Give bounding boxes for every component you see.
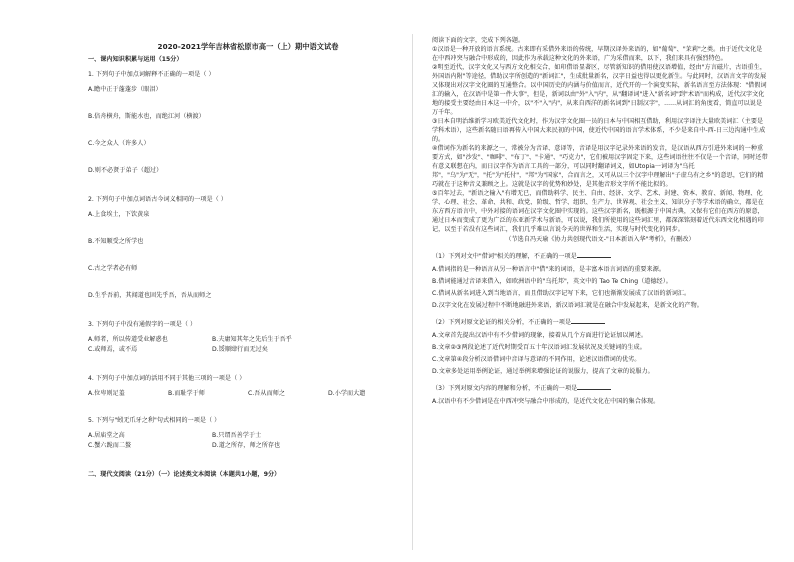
question-3-option-c: C.或师焉，或不焉 bbox=[88, 346, 138, 353]
reading-intro: 阅读下面的文字，完成下列各题。 bbox=[432, 37, 525, 44]
question-1-stem: 1. 下列句子中加点词解释不正确的一项是（ ） bbox=[88, 71, 215, 78]
question-2-option-c: C.古之学者必有师 bbox=[88, 265, 138, 272]
answer-blank[interactable] bbox=[577, 382, 611, 390]
reading-question-2-option-d: D.文章多处运用举例论证，通过举例来增强论证的说服力，提高了文章的说服力。 bbox=[432, 368, 654, 375]
reading-source: （节选自冯天瑜《协力共创现代语文-"日本新语入华"考析》，有删改） bbox=[505, 236, 695, 243]
question-3-option-b: B.夫庸知其年之先后生于吾乎 bbox=[212, 336, 292, 343]
column-divider bbox=[412, 34, 413, 550]
question-5-option-c: C.蟹六跪而二螯 bbox=[88, 442, 132, 449]
question-4-stem: 4. 下列句子中加点词的活用不同于其他三项的一项是（ ） bbox=[88, 375, 246, 382]
reading-question-1-option-b: B.借词能通过音译来借入，如欧洲语中的"乌托邦"，英文中的 Tao Te Ching（道德经）。 bbox=[432, 278, 672, 285]
question-4-option-d: D.小学而大遗 bbox=[328, 390, 366, 397]
question-5-option-d: D.道之所存，师之所存也 bbox=[212, 442, 281, 449]
question-4-option-b: B.而耻学于师 bbox=[168, 390, 205, 397]
question-2-stem: 2. 下列句子中加点词语古今词义相同的一项是（ ） bbox=[88, 196, 227, 203]
question-1-option-a: A.瞻中正于蓬蓬步（眼泪） bbox=[88, 86, 162, 93]
reading-question-2-stem bbox=[432, 316, 768, 327]
question-1-option-c: C.今之众人（许多人） bbox=[88, 140, 150, 147]
reading-question-3-text: （3）下列对原文内容的理解和分析，不正确的一项是 bbox=[432, 385, 578, 392]
question-4-option-c: C.吾从而师之 bbox=[248, 390, 286, 397]
reading-paragraph-5: ⑤百年过去，"新语之输入"有增无已，而借助料学、民主、自由、经济、文学、艺术、封建、资本、教育、新闻、物理、化学、心理、社会、革命、共和、政党、阶级、哲学、组织、生产力、世界观、社会主义、知识分子等学术语的确立，都是在东方西方语言中，中外对接的语词在汉字文化圈中实现的。这些汉字新名，既根源于中国古典，又保有它们在西方的原意，通过日本而变成了更为广泛的东亚新学术与新语，可以说，我们所使用的这些词汇里，都深深铭刻着近代东西文化相遇的印记，以至于若没有这些词汇，我们几乎难以言说今天的世界和生活，实现与时代变化的同步。 bbox=[432, 190, 764, 233]
reading-question-1-option-a: A.借词指的是一种语言从另一种语言中"借"来的词语，是丰富本语言词语的重要来源。 bbox=[432, 266, 665, 273]
right-column bbox=[432, 36, 768, 409]
question-5-option-b: B.只谓吾善学于士 bbox=[212, 432, 262, 439]
reading-question-2-option-b: B.文章②③两段论述了近代时期受百五十年汉语词汇发展状况及关键词的生成。 bbox=[432, 344, 646, 351]
reading-question-2-text: （2）下列对原文论证的相关分析，不正确的一项是 bbox=[432, 319, 572, 326]
question-2-option-d: D.生乎吾前，其闻道也固先乎吾，吾从而师之 bbox=[88, 292, 212, 299]
answer-blank[interactable] bbox=[571, 316, 605, 324]
question-5-options bbox=[88, 431, 408, 450]
question-4-option-a: A.位卑则足羞 bbox=[88, 390, 125, 397]
question-1-option-d: D.则不必贤于弟子（超过） bbox=[88, 167, 163, 174]
section-1-heading: 一、课内知识积累与运用（15分） bbox=[88, 56, 183, 63]
question-5-stem: 5. 下列与"蚓无爪牙之利"句式相同的一项是（ ） bbox=[88, 417, 221, 424]
reading-paragraph-2: ②明至近代，汉字文化又与西方文化相交合，如印借语显著区，尽管新知识的借用使汉语增值，经由"方言磁片，古语重生，外国语内附"等途径，借助汉字所创造的"新词汇"，生成批量新名，汉字日益也得以更化新生。与此同时，汉语言文字的发展又体现出对汉字文化圈的互通整合。以中国历史的内涵与价值而言，近代开的一个演变实际，新名语言至方法体现："借假词汇的输入，在汉语中是第一件大事"，但是，新词以由"外"入"内"，从"翻译词"进入"新名词"到"术语"而构成，近代汉字文化地的接受主要经由日本这一中介，以"不"入"内"，从来自西洋的新名词到"日制汉字"，......从词汇的角度看，简直可以说是万千年。 bbox=[432, 64, 767, 116]
reading-question-1-option-d: D.汉字文化在发展过程中不断地融进外来语，新汉语词汇就是在融合中发展起来，是新文化的产物。 bbox=[432, 302, 703, 309]
question-5-option-a: A.居庙堂之高 bbox=[88, 432, 125, 439]
reading-question-1-stem bbox=[432, 250, 768, 261]
left-column bbox=[88, 36, 408, 485]
reading-question-2-option-a: A.文章首先提出汉语中有不少借词的现象，接着从几个方面进行论证加以阐述。 bbox=[432, 332, 647, 339]
question-2-option-b: B.不知顺受之所学也 bbox=[88, 238, 144, 245]
page-title: 2020-2021学年吉林省松原市高一（上）期中语文试卷 bbox=[157, 42, 339, 51]
question-3-options bbox=[88, 335, 408, 354]
reading-question-1-option-c: C.借词从新名词进入到当地语言，而且借助汉字记写下来，它们也渐渐发展成了汉语的新词汇。 bbox=[432, 290, 691, 297]
section-2-heading: 二、现代文阅读（21分）（一）论述类文本阅读（本题共1小题，9分） bbox=[88, 471, 281, 478]
reading-paragraph-1: ①汉语是一种开放的语言系统。古来即有采借外来语的传统，早期汉译外来语的，如"葡萄"、"茉莉"之类。由于近代文化是在中西冲突与融合中形成的，因此作为承载这种文化的外来语，广为采借而来，以下，我们来具有强烈特色。 bbox=[432, 46, 763, 62]
reading-question-3-option-a: A.汉语中有不少借词是在中西冲突与融合中形成的，是近代文化在中国的集合体现。 bbox=[432, 398, 660, 405]
reading-question-3-stem bbox=[432, 382, 768, 393]
answer-blank[interactable] bbox=[577, 250, 611, 258]
question-3-option-a: A.师者，所以传道受业解惑也 bbox=[88, 336, 168, 343]
question-3-option-d: D.馁顺肆行而无过矣 bbox=[212, 346, 268, 353]
question-2-option-a: A.上食埃土，下饮黄泉 bbox=[88, 211, 150, 218]
reading-question-2-option-c: C.文章第④段分析汉语借词中音译与意译的不同作用，论述汉语借词的优劣。 bbox=[432, 356, 641, 363]
reading-paragraph-3: ③日本自明治维新学习欧美近代文化时，作为汉字文化圈一员的日本与中国相互借助，利用汉字译注大量欧美词汇（主要是学科术语），这些新名随日语再传入中国大来民初的中国，使近代中国的语言学术体系，不少是来自中-西-日三边沟通中生成的。 bbox=[432, 118, 766, 143]
reading-question-1-text: （1）下列对文中"借词"相关的理解，不正确的一项是 bbox=[432, 253, 577, 260]
question-3-stem: 3. 下列句子中没有通假字的一项是（ ） bbox=[88, 321, 197, 328]
question-1-option-b: B.倍舟横舟，斯能水也，而绝江河（横渡） bbox=[88, 113, 205, 120]
reading-paragraph-4: ④借词作为新名的来源之一，常被分为音译、意译等，音译是用汉字记录外来语的发音，是汉语从西方引进外来词的一种重要方式，如"沙发"、"咖啡"、"布丁"、"卡通"、"巧克力"，它们被用汉字固定下来，这些词语往往不仅是一个音译，同时还带有意义联想在内，而日汉字作为语言工具的一部分，可以同时翻译词义，如Utopia一词译为"乌托邦"，"乌"为"无"，"托"为"托付"，"邦"为"国家"，合而言之，又可从以三个汉字中理解出"子虚乌有之乡"的意思，它们的精巧就在于这种音义兼顾之上。这就是汉字的优势和妙处，是其他音形文字所不能比拟的。 bbox=[432, 145, 768, 188]
question-4-options bbox=[88, 389, 408, 398]
